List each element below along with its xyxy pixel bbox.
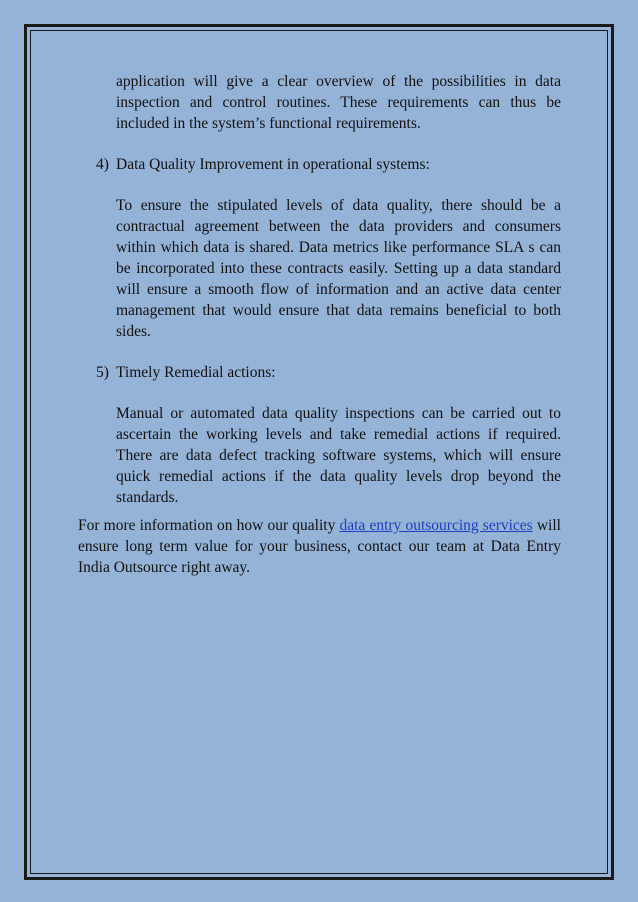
section-5-title: Timely Remedial actions: [116,364,276,381]
closing-text-after: will ensure long term value for your business, contact our team at Data Entry India Outsource right away. [78,517,561,576]
section-5-number: 5) [96,364,109,381]
data-entry-outsourcing-link[interactable]: data entry outsourcing services [339,517,533,534]
section-4-heading [78,154,561,175]
section-5-body: Manual or automated data quality inspections can be carried out to ascertain the working levels and take remedial actions if required. There are data defect tracking software systems, which will ensure quick remedial actions if the data quality levels drop beyond the standards. [116,405,561,506]
section-5-heading [78,362,561,383]
section-4-title: Data Quality Improvement in operational systems: [116,156,430,173]
closing-text-before: For more information on how our quality [78,517,340,534]
section-4-number: 4) [96,156,109,173]
closing-paragraph [78,515,561,578]
section-4-body: To ensure the stipulated levels of data quality, there should be a contractual agreement between the data providers and consumers within which data is shared. Data metrics like performance SLA s can be incorporated into these contracts easily. Setting up a data standard will ensure a smooth flow of information and an active data center management that would ensure that data remains beneficial to both sides. [116,197,561,340]
intro-paragraph: application will give a clear overview of the possibilities in data inspection and control routines. These requirements can thus be included in the system’s functional requirements. [116,73,561,132]
document-content [78,71,561,578]
